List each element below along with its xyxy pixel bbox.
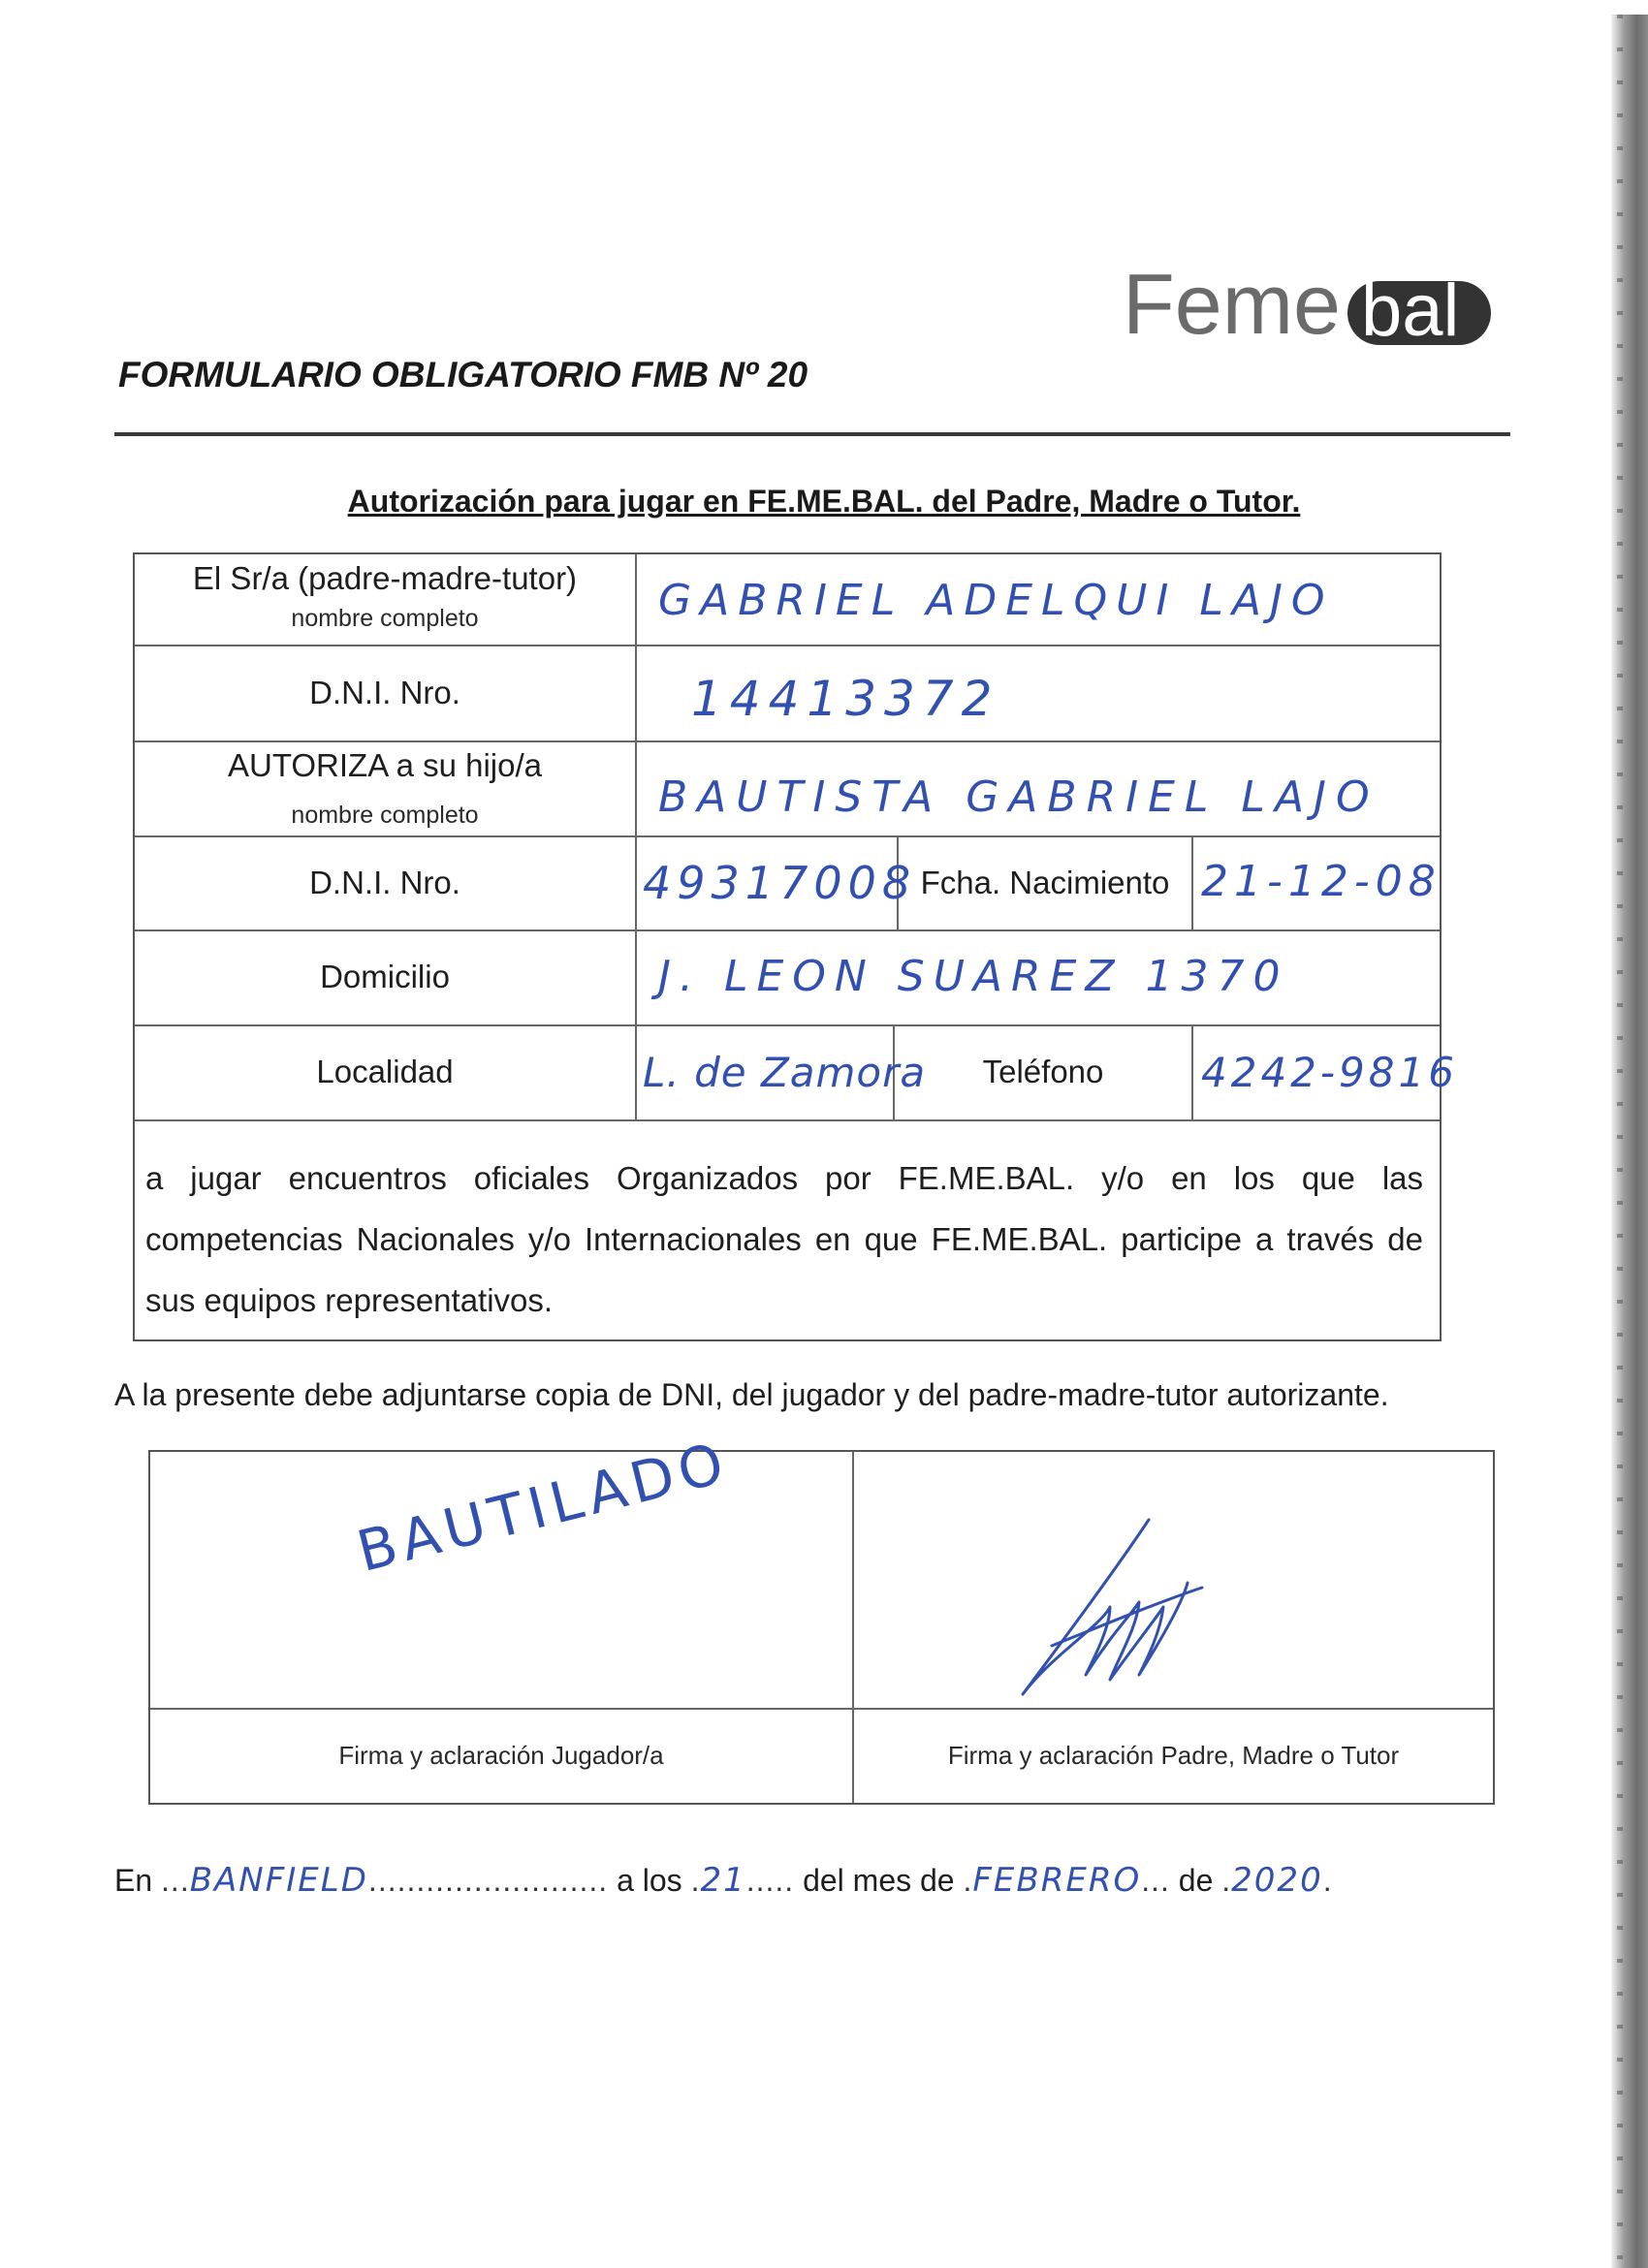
child-label: AUTORIZA a su hijo/a — [227, 747, 543, 783]
phone-field[interactable]: 4242-9816 — [1201, 1049, 1458, 1096]
locality-label: Localidad — [316, 1054, 454, 1089]
address-field[interactable]: J. LEON SUAREZ 1370 — [658, 952, 1289, 1001]
logo-text: Feme — [1123, 260, 1341, 349]
parent-signature-icon[interactable] — [994, 1510, 1304, 1704]
month-field[interactable]: FEBRERO — [972, 1861, 1142, 1900]
femebal-logo — [1123, 260, 1503, 349]
parent-signature-caption: Firma y aclaración Padre, Madre o Tutor — [947, 1741, 1400, 1770]
child-name-field[interactable]: BAUTISTA GABRIEL LAJO — [658, 772, 1379, 822]
birth-date-field[interactable]: 21-12-08 — [1201, 857, 1442, 906]
tutor-label: El Sr/a (padre-madre-tutor) — [192, 560, 578, 596]
scanned-page-edge — [1611, 15, 1648, 2268]
player-signature[interactable]: BAUTILADO — [350, 1429, 736, 1585]
tutor-sublabel: nombre completo — [291, 605, 479, 632]
child-dni-field[interactable]: 49317008 — [643, 857, 917, 909]
closing-line: En ...BANFIELD......................... a los .21..... del mes de .FEBRERO... de .2020. — [114, 1861, 1333, 1900]
signature-box — [148, 1429, 1495, 1805]
place-field[interactable]: BANFIELD — [189, 1861, 368, 1900]
header-rule — [114, 432, 1510, 436]
closing-month-text: del mes de — [803, 1863, 955, 1898]
attachment-note: A la presente debe adjuntarse copia de DNI, del jugador y del padre-madre-tutor autorizante. — [114, 1377, 1389, 1412]
year-field[interactable]: 2020 — [1231, 1861, 1323, 1900]
form-subtitle: Autorización para jugar en FE.ME.BAL. del Padre, Madre o Tutor. — [347, 484, 1301, 519]
closing-prefix: En — [114, 1863, 153, 1898]
authorization-paragraph: a jugar encuentros oficiales Organizados por FE.ME.BAL. y/o en los que las competencias Nacionales y/o Internacionales en que FE.ME.BAL. participe a través de sus equipos representativos. — [145, 1160, 1423, 1318]
address-label: Domicilio — [320, 959, 450, 994]
closing-at-text: a los — [617, 1863, 682, 1898]
child-dni-label: D.N.I. Nro. — [309, 865, 460, 900]
svg-text:bal: bal — [1361, 269, 1460, 349]
tutor-dni-label: D.N.I. Nro. — [309, 675, 460, 710]
player-signature-caption: Firma y aclaración Jugador/a — [338, 1741, 664, 1770]
day-field[interactable]: 21 — [700, 1861, 746, 1900]
closing-year-text: de — [1178, 1863, 1214, 1898]
birth-date-label: Fcha. Nacimiento — [920, 865, 1170, 900]
locality-field[interactable]: L. de Zamora — [643, 1049, 927, 1096]
form-title: FORMULARIO OBLIGATORIO FMB Nº 20 — [118, 355, 808, 394]
tutor-dni-field[interactable]: 14413372 — [691, 671, 1000, 727]
phone-label: Teléfono — [982, 1054, 1104, 1089]
tutor-name-field[interactable]: GABRIEL ADELQUI LAJO — [658, 576, 1334, 625]
child-sublabel: nombre completo — [291, 802, 479, 829]
